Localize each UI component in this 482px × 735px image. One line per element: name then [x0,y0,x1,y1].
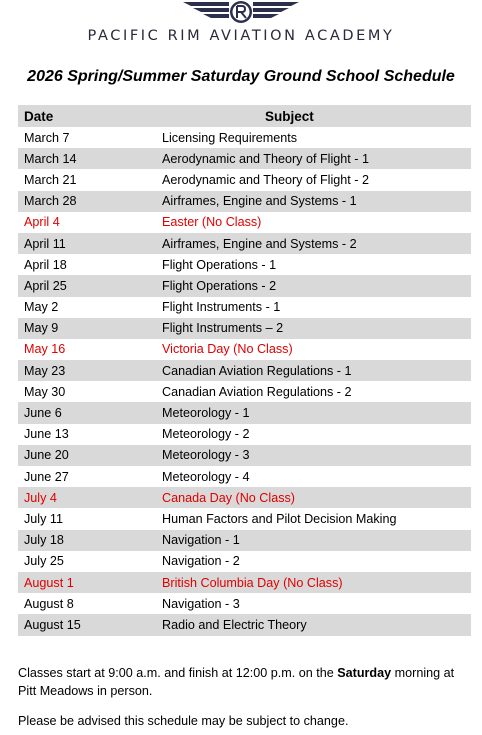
table-row [18,318,471,339]
row-subject: Aerodynamic and Theory of Flight - 2 [162,172,369,187]
row-date: March 14 [24,151,77,166]
row-date: April 4 [24,215,60,230]
table-row [18,381,471,402]
row-date: March 28 [24,194,77,209]
row-date: July 11 [24,511,63,526]
row-date: August 8 [24,596,74,611]
row-date: August 15 [24,617,81,632]
row-date: May 23 [24,363,66,378]
row-date: May 9 [24,321,59,336]
row-date: June 6 [24,406,62,421]
wings-logo-icon [183,0,299,30]
table-row [18,191,471,212]
academy-logo [0,0,482,50]
row-subject: Flight Operations - 2 [162,278,277,293]
table-row [18,593,471,614]
row-date: March 21 [24,172,77,187]
row-date: May 16 [24,342,66,357]
page-title: 2026 Spring/Summer Saturday Ground School Schedule [27,68,455,85]
row-date: July 25 [24,554,64,569]
column-header-date: Date [24,108,54,124]
row-subject: Meteorology - 1 [162,406,250,421]
row-subject: Meteorology - 3 [162,448,250,463]
row-subject: Flight Instruments – 2 [162,321,284,336]
row-subject: Navigation - 1 [162,533,240,548]
row-subject: Navigation - 3 [162,596,240,611]
row-date: April 11 [24,236,66,251]
row-subject: Navigation - 2 [162,554,240,569]
row-date: August 1 [24,575,74,590]
table-row [18,551,471,572]
row-subject: British Columbia Day (No Class) [162,575,343,590]
table-row [18,360,471,381]
table-row [18,487,471,508]
row-subject: Human Factors and Pilot Decision Making [162,511,397,526]
row-date: July 4 [24,490,57,505]
row-date: June 20 [24,448,69,463]
table-row [18,212,471,233]
row-date: May 2 [24,300,59,315]
row-subject: Canadian Aviation Regulations - 2 [162,384,352,399]
table-row [18,148,471,169]
table-row [18,614,471,635]
row-date: July 18 [24,533,64,548]
note-text: Classes start at 9:00 a.m. and finish at 12:00 p.m. on the [18,666,338,680]
table-row [18,169,471,190]
schedule-note-disclaimer: Please be advised this schedule may be subject to change. [18,714,349,728]
row-subject: Airframes, Engine and Systems - 1 [162,194,357,209]
note-bold-day: Saturday [337,666,392,680]
column-header-subject: Subject [265,108,314,124]
row-subject: Airframes, Engine and Systems - 2 [162,236,357,251]
table-row [18,233,471,254]
row-subject: Victoria Day (No Class) [162,342,293,357]
table-row [18,254,471,275]
row-date: June 27 [24,469,69,484]
table-row [18,339,471,360]
table-row [18,530,471,551]
table-row [18,424,471,445]
row-subject: Flight Operations - 1 [162,257,277,272]
row-subject: Aerodynamic and Theory of Flight - 1 [162,151,369,166]
table-row [18,297,471,318]
schedule-note-times [18,664,474,700]
schedule-table [18,105,471,636]
org-name: PACIFIC RIM AVIATION ACADEMY [87,28,395,44]
row-subject: Flight Instruments - 1 [162,300,281,315]
table-row [18,466,471,487]
row-subject: Canadian Aviation Regulations - 1 [162,363,352,378]
row-date: April 18 [24,257,67,272]
row-subject: Easter (No Class) [162,215,262,230]
table-row [18,127,471,148]
row-subject: Radio and Electric Theory [162,617,307,632]
row-date: May 30 [24,384,66,399]
row-date: April 25 [24,278,67,293]
row-subject: Meteorology - 2 [162,427,250,442]
table-row [18,508,471,529]
table-row [18,445,471,466]
row-subject: Meteorology - 4 [162,469,250,484]
row-subject: Licensing Requirements [162,130,298,145]
table-row [18,572,471,593]
table-row [18,275,471,296]
note-text: morning at Pitt Meadows in person. [18,666,455,698]
table-row [18,402,471,423]
table-header-row [18,105,471,127]
row-subject: Canada Day (No Class) [162,490,295,505]
row-date: March 7 [24,130,70,145]
row-date: June 13 [24,427,69,442]
